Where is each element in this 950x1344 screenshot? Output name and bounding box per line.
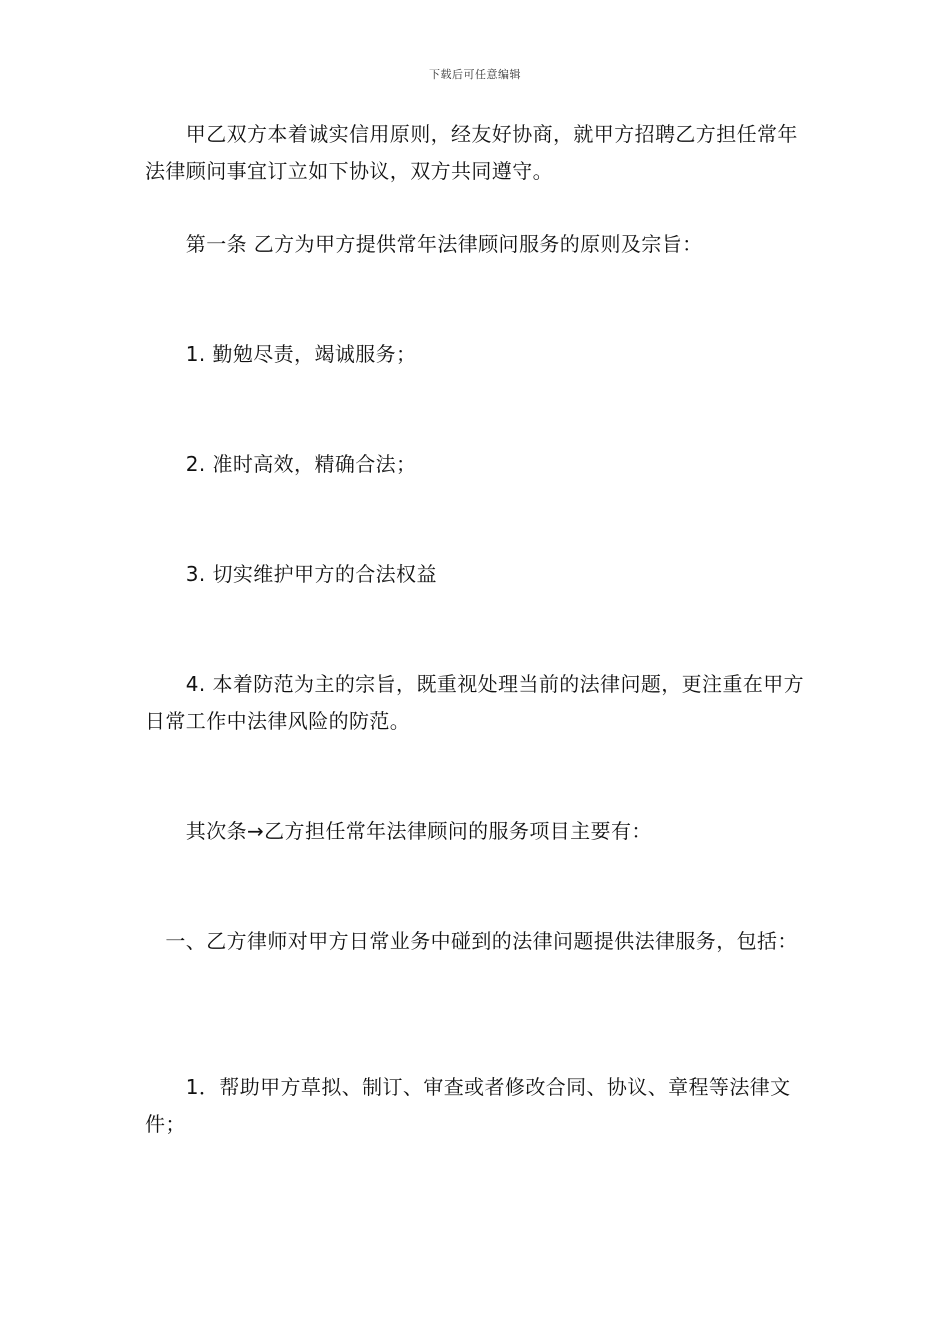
list-item-2: 2. 准时高效，精确合法； [145,452,417,476]
paragraph-article-two: 其次条→乙方担任常年法律顾问的服务项目主要有： [145,819,652,843]
paragraph-preamble: 甲乙双方本着诚实信用原则，经友好协商，就甲方招聘乙方担任常年法律顾问事宜订立如下协议，双方共同遵守。 [145,122,798,183]
list-item-3: 3. 切实维护甲方的合法权益 [145,562,437,586]
paragraph-article-one: 第一条 乙方为甲方提供常年法律顾问服务的原则及宗旨： [145,232,703,256]
list-item-4: 4. 本着防范为主的宗旨，既重视处理当前的法律问题，更注重在甲方日常工作中法律风险的防范。 [145,672,805,733]
paragraph-section-one: 一、乙方律师对甲方日常业务中碰到的法律问题提供法律服务，包括： [145,929,798,953]
page-header: 下载后可任意编辑 [429,68,521,81]
list-item-service-1: 1．帮助甲方草拟、制订、审查或者修改合同、协议、章程等法律文件； [145,1075,791,1136]
list-item-1: 1. 勤勉尽责，竭诚服务； [145,342,417,366]
